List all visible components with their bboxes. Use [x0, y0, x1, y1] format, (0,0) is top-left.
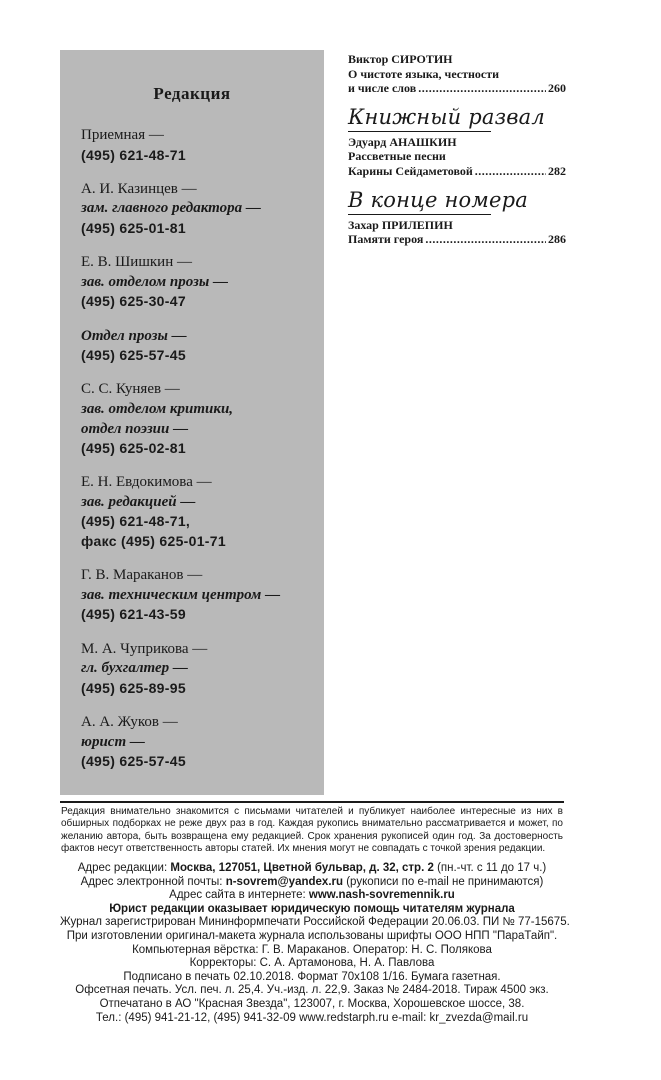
imprint-email [60, 876, 564, 890]
imprint-contacts: Тел.: (495) 941-21-12, (495) 941-32-09 www.redstarph.ru e-mail: kr_zvezda@mail.ru [95, 1011, 529, 1024]
imprint [60, 862, 570, 1025]
staff-role: зам. главного редактора — [81, 200, 261, 217]
imprint-registered: Журнал зарегистрирован Мининформпечати Российской Федерации 20.06.03. ПИ № 77-15675. [60, 916, 570, 929]
editorial-notice: Редакция внимательно знакомится с письмами читателей и публикует наиболее интересные из них в обширных подборках не реже двух раз в год. Каждая рукопись внимательно рассматривается и может, по желанию автора, быть возвращена ему редакцией. Срок хранения рукописей один год. За достоверность фактов несут ответственность авторы статей. Их мнения могут не совпадать с точкой зрения редакции. [61, 806, 563, 855]
address-hours: (пн.-чт. с 11 до 17 ч.) [437, 862, 547, 874]
toc-leader-dots [425, 232, 546, 247]
toc-author: Эдуард АНАШКИН [348, 134, 457, 149]
imprint-site [60, 889, 564, 903]
toc-title-line [348, 164, 566, 179]
staff-name: Г. В. Мараканов — [81, 567, 203, 584]
staff-role: зав. редакцией — [81, 493, 196, 510]
site-label: Адрес сайта в интернете: [169, 889, 306, 902]
email-note: (рукописи по e-mail не принимаются) [346, 875, 544, 888]
toc-page-number: 260 [548, 81, 566, 96]
staff-phone: (495) 625-57-45 [81, 753, 186, 770]
toc-title: Карины Сейдаметовой [348, 163, 473, 178]
staff-name: Е. Н. Евдокимова — [81, 474, 212, 491]
toc-title-line [348, 232, 566, 247]
address-label: Адрес редакции: [77, 862, 168, 874]
toc-page-number: 286 [548, 232, 566, 247]
staff-phone: (495) 625-02-81 [81, 440, 186, 457]
toc-entry [348, 52, 566, 96]
section-heading: Книжный развал [348, 104, 545, 129]
staff-entry [81, 473, 316, 551]
imprint-offset: Офсетная печать. Усл. печ. л. 25,4. Уч.-изд. л. 22,9. Заказ № 2484-2018. Тираж 4500 экз. [75, 984, 549, 997]
staff-role: отдел поэзии — [81, 420, 189, 437]
email-link[interactable]: n-sovrem@yandex.ru [225, 875, 344, 888]
staff-phone: (495) 625-89-95 [81, 679, 186, 696]
staff-name: Приемная — [81, 127, 164, 143]
toc-author: Захар ПРИЛЕПИН [348, 217, 453, 232]
imprint-layout: Компьютерная вёрстка: Г. В. Мараканов. Оператор: Н. С. Полякова [132, 943, 492, 956]
staff-phone: (495) 621-43-59 [81, 606, 186, 623]
staff-name: М. А. Чуприкова — [81, 640, 208, 657]
staff-phone: (495) 625-30-47 [81, 293, 186, 310]
staff-role: юрист — [81, 733, 145, 750]
imprint-correctors: Корректоры: С. А. Артамонова, Н. А. Павлова [189, 957, 435, 970]
toc-page-number: 282 [548, 163, 566, 178]
section-rule [348, 214, 491, 215]
staff-phone: (495) 625-57-45 [81, 347, 186, 364]
toc-leader-dots [418, 81, 546, 96]
imprint-address [60, 862, 564, 876]
staff-entry [81, 327, 316, 366]
toc-title-line [348, 81, 566, 96]
staff-phone: (495) 621-48-71, [81, 513, 191, 530]
table-of-contents [348, 52, 566, 247]
imprint-signed: Подписано в печать 02.10.2018. Формат 70x108 1/16. Бумага газетная. [123, 970, 501, 983]
editorial-staff-box [60, 50, 324, 795]
imprint-printed: Отпечатано в АО "Красная Звезда", 123007, г. Москва, Хорошевское шоссе, 38. [99, 997, 525, 1010]
staff-entry [81, 126, 316, 165]
toc-title: Памяти героя [348, 232, 424, 247]
staff-entry [81, 380, 316, 458]
staff-name: А. А. Жуков — [81, 714, 178, 730]
toc-title: и числе слов [348, 81, 417, 96]
toc-entry [348, 218, 566, 247]
toc-title: Рассветные песни [348, 149, 446, 164]
imprint-legal: Юрист редакции оказывает юридическую помощь читателям журнала [109, 902, 515, 915]
toc-author: Виктор СИРОТИН [348, 52, 453, 66]
staff-entry [81, 253, 316, 312]
staff-fax: факс (495) 625-01-71 [81, 533, 226, 550]
staff-name: С. С. Куняев — [81, 381, 180, 398]
toc-title: О чистоте языка, честности [348, 66, 500, 81]
staff-role: зав. отделом прозы — [81, 273, 229, 290]
toc-leader-dots [475, 164, 546, 179]
section-heading: В конце номера [348, 187, 528, 212]
staff-title: Редакция [153, 84, 231, 103]
imprint-fonts: При изготовлении оригинал-макета журнала использованы шрифты ООО НПП "ПараТайп". [66, 929, 558, 942]
email-label: Адрес электронной почты: [80, 875, 223, 888]
address-value: Москва, 127051, Цветной бульвар, д. 32, стр. 2 [170, 862, 434, 874]
staff-role: Отдел прозы — [81, 327, 187, 344]
site-link[interactable]: www.nash-sovremennik.ru [308, 889, 455, 902]
staff-entry [81, 713, 316, 772]
section-rule [348, 131, 491, 132]
staff-entry [81, 566, 316, 625]
toc-entry [348, 135, 566, 179]
toc-title-line [348, 67, 566, 82]
staff-entry [81, 640, 316, 699]
staff-list [81, 126, 316, 786]
staff-phone: (495) 621-48-71 [81, 146, 186, 163]
staff-name: Е. В. Шишкин — [81, 254, 192, 271]
staff-role: зав. отделом критики, [81, 400, 234, 417]
staff-entry [81, 180, 316, 239]
toc-title-line [348, 149, 566, 164]
staff-name: А. И. Казинцев — [81, 180, 197, 197]
staff-role: зав. техническим центром — [81, 586, 281, 603]
staff-phone: (495) 625-01-81 [81, 219, 186, 236]
staff-role: гл. бухгалтер — [81, 660, 188, 677]
imprint-divider [60, 801, 564, 803]
